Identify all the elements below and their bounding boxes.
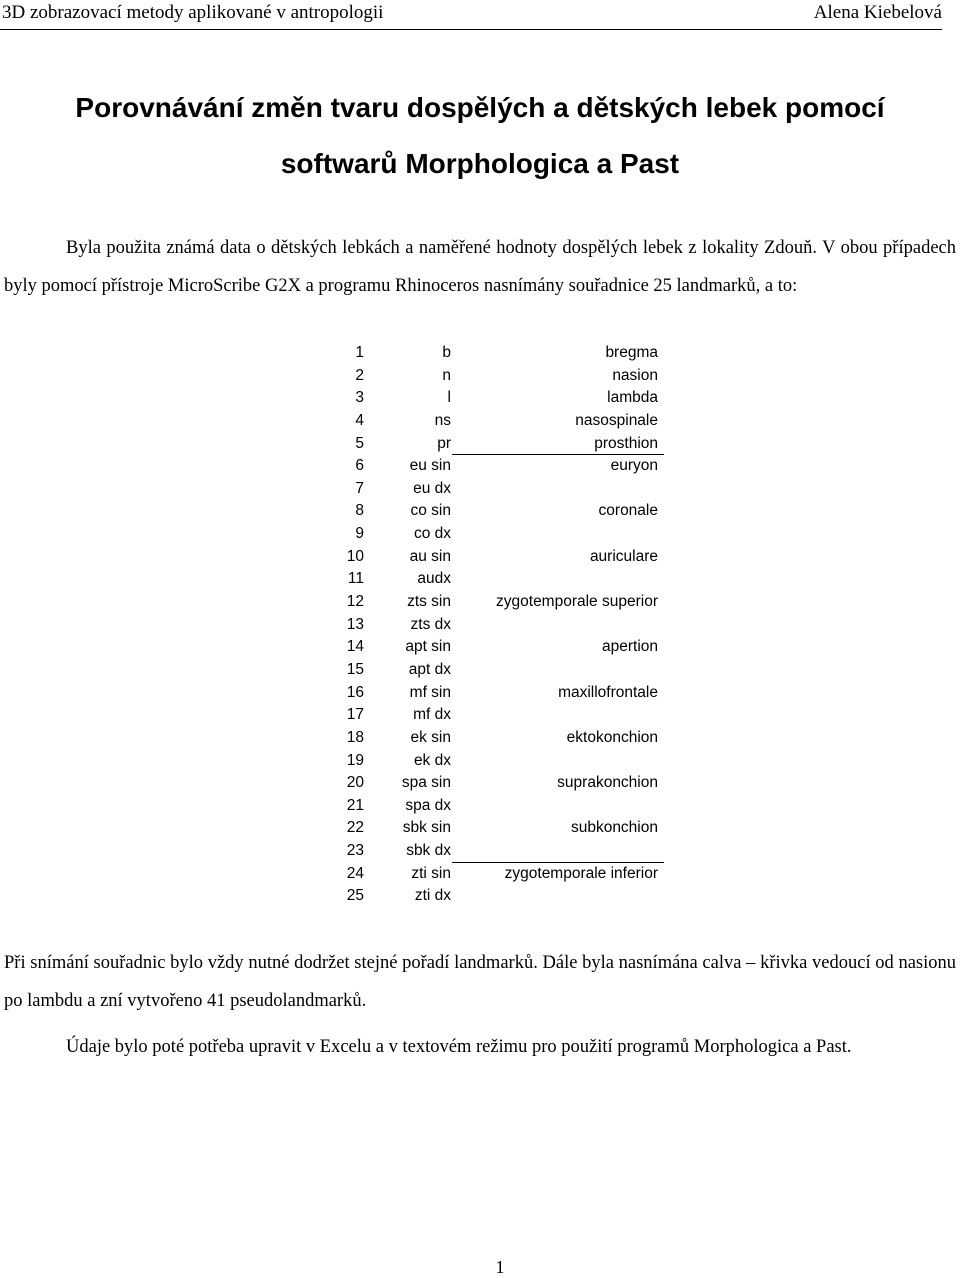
page-number: 1 [495,1257,505,1277]
landmark-abbreviation: zts sin [407,593,451,611]
landmark-name: suprakonchion [557,774,658,792]
landmark-name: auriculare [589,547,658,565]
landmark-number: 18 [346,728,364,746]
landmark-row [332,795,664,818]
landmark-abbreviation: ns [434,411,451,429]
landmark-row [332,727,664,750]
landmark-abbreviation: ek sin [410,728,451,746]
landmark-row [332,885,664,908]
landmark-number: 1 [355,344,364,361]
landmark-name: nasion [612,366,658,384]
landmark-abbreviation: co sin [410,502,451,520]
landmark-abbreviation: zti sin [411,864,451,882]
landmark-number: 9 [355,525,364,543]
landmark-name: apertion [601,638,658,656]
landmark-name: zygotemporale superior [496,593,658,611]
landmark-row [332,455,664,478]
landmark-number: 7 [355,479,364,497]
landmark-abbreviation: sbk sin [402,819,451,837]
landmark-number: 22 [346,819,364,837]
landmark-number: 6 [355,457,364,475]
landmark-row [332,636,664,659]
landmark-number: 25 [346,887,364,905]
landmark-name: coronale [598,502,658,520]
landmark-row [332,659,664,682]
landmark-number: 12 [346,593,364,611]
landmark-row [332,568,664,591]
processing-paragraph: Údaje bylo poté potřeba upravit v Excelu a v textovém režimu pro použití programů Morphologica a Past. [66,1037,852,1057]
landmark-row [332,772,664,795]
landmark-number: 13 [346,615,364,633]
landmark-name: prosthion [594,434,658,452]
landmark-row [332,546,664,569]
landmark-name: euryon [610,457,658,475]
landmark-number: 5 [355,434,364,452]
landmark-abbreviation: spa sin [401,774,451,792]
landmark-row [332,410,664,433]
landmark-row [332,750,664,773]
landmark-row [332,591,664,614]
landmark-number: 11 [347,570,364,588]
landmark-row [332,863,664,886]
page-title-line-2: softwarů Morphologica a Past [280,148,680,179]
landmark-abbreviation: au sin [409,547,451,565]
landmark-row [332,682,664,705]
landmark-table [332,342,664,908]
landmark-number: 4 [355,411,364,429]
landmark-number: 2 [355,366,364,384]
landmark-name: bregma [605,344,658,361]
landmark-abbreviation: l [447,389,451,407]
scanning-paragraph: Při snímání souřadnic bylo vždy nutné dodržet stejné pořadí landmarků. Dále byla nasnímána calva – křivka vedoucí od nasionu po lambdu a zní vytvořeno 41 pseudolandmarků. [4,953,956,1011]
landmark-number: 3 [355,389,364,407]
landmark-abbreviation: pr [437,434,451,452]
landmark-name: lambda [607,389,658,407]
landmark-abbreviation: zti dx [414,887,451,905]
landmark-abbreviation: mf sin [409,683,451,701]
landmark-abbreviation: apt sin [405,638,451,656]
landmark-abbreviation: zts dx [410,615,451,633]
intro-paragraph: Byla použita známá data o dětských lebkách a naměřené hodnoty dospělých lebek z lokality Zdouň. V obou případech byly pomocí přístroje MicroScribe G2X a programu Rhinoceros nasnímány souřadnice 25 landmarků, a to: [4,238,956,296]
landmark-row [332,387,664,410]
landmark-abbreviation: eu dx [413,479,451,497]
landmark-abbreviation: spa dx [405,796,451,814]
landmark-abbreviation: sbk dx [406,842,451,860]
landmark-row [332,500,664,523]
landmark-abbreviation: ek dx [413,751,451,769]
landmark-row [332,433,664,456]
landmark-abbreviation: b [442,344,451,361]
landmark-row [332,817,664,840]
landmark-row [332,523,664,546]
landmark-abbreviation: eu sin [409,457,451,475]
landmark-name: nasospinale [575,411,658,429]
landmark-abbreviation: mf dx [413,706,451,724]
landmark-number: 19 [346,751,364,769]
landmark-number: 17 [346,706,364,724]
landmark-abbreviation: n [442,366,451,384]
landmark-number: 15 [346,660,364,678]
landmark-number: 14 [346,638,364,656]
landmark-number: 10 [346,547,364,565]
landmark-number: 8 [355,502,364,520]
landmark-name: ektokonchion [566,728,658,746]
page-title-line-1: Porovnávání změn tvaru dospělých a dětských lebek pomocí [75,92,885,123]
landmark-number: 24 [346,864,364,882]
landmark-abbreviation: audx [417,570,451,588]
landmark-row [332,614,664,637]
landmark-name: zygotemporale inferior [504,864,658,882]
landmark-number: 16 [346,683,364,701]
landmark-row [332,840,664,863]
landmark-row [332,342,664,365]
running-header-author: Alena Kiebelová [813,2,942,23]
landmark-row [332,704,664,727]
landmark-abbreviation: co dx [413,525,451,543]
landmark-row [332,478,664,501]
landmark-abbreviation: apt dx [408,660,451,678]
landmark-row [332,365,664,388]
landmark-number: 21 [346,796,364,814]
landmark-name: subkonchion [570,819,658,837]
header-divider [0,29,942,30]
landmark-name: maxillofrontale [558,683,658,701]
landmark-number: 20 [346,774,364,792]
landmark-number: 23 [346,842,364,860]
running-header-title: 3D zobrazovací metody aplikované v antropologii [2,2,384,23]
